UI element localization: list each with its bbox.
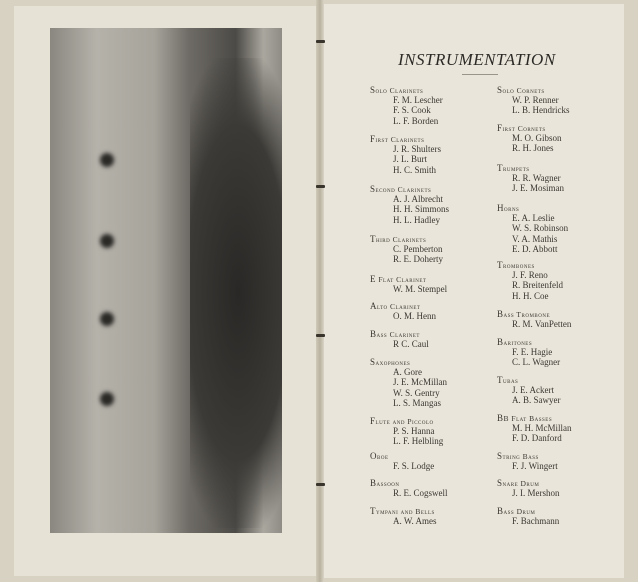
- section-heading: Oboe: [370, 451, 389, 461]
- section-heading: Trumpets: [497, 163, 530, 173]
- member-name: J. E. Ackert: [512, 385, 554, 395]
- member-name: H. H. Coe: [512, 290, 549, 301]
- section-heading: Tympani and Bells: [370, 506, 435, 516]
- member-name: H. H. Simmons: [393, 204, 450, 215]
- member-name: J. E. Mosiman: [512, 183, 565, 194]
- right-page: [320, 4, 624, 578]
- section-heading: Bassoon: [370, 478, 400, 488]
- member-name: A. B. Sawyer: [512, 395, 561, 406]
- ceiling-light: [100, 153, 114, 167]
- section-heading: Alto Clarinet: [370, 301, 421, 311]
- section-heading: Third Clarinets: [370, 234, 427, 244]
- member-name: J. R. Shulters: [393, 144, 442, 154]
- member-name: W. P. Renner: [512, 95, 559, 105]
- section-heading: Bass Clarinet: [370, 329, 420, 339]
- member-name: J. F. Reno: [512, 270, 548, 280]
- section-heading: First Clarinets: [370, 134, 425, 144]
- member-name: V. A. Mathis: [512, 233, 558, 244]
- member-name: R C. Caul: [393, 339, 429, 349]
- section-heading: Horns: [497, 203, 520, 213]
- section-heading: Saxophones: [370, 357, 411, 367]
- member-name: F. M. Lescher: [393, 95, 443, 105]
- member-name: J. I. Mershon: [512, 488, 560, 498]
- binding-stitch: [316, 334, 325, 337]
- member-name: F. Bachmann: [512, 516, 560, 526]
- member-name: W. S. Gentry: [393, 387, 440, 398]
- member-name: A. W. Ames: [393, 516, 437, 526]
- member-name: R. E. Cogswell: [393, 488, 448, 498]
- member-name: R. R. Wagner: [512, 173, 561, 183]
- binding-stitch: [316, 40, 325, 43]
- member-name: L. F. Helbling: [393, 436, 444, 447]
- member-name: F. D. Danford: [512, 433, 562, 444]
- band-members: [190, 58, 282, 528]
- member-name: M. H. McMillan: [512, 423, 572, 433]
- member-name: F. E. Hagie: [512, 347, 553, 357]
- member-name: F. S. Lodge: [393, 461, 435, 471]
- section-heading: Bass Drum: [497, 506, 536, 516]
- member-name: P. S. Hanna: [393, 426, 435, 436]
- member-name: W. M. Stempel: [393, 284, 448, 294]
- section-heading: Trombones: [497, 260, 535, 270]
- member-name: J. L. Burt: [393, 154, 428, 165]
- band-photograph: [50, 28, 282, 533]
- section-heading: Bass Trombone: [497, 309, 551, 319]
- member-name: C. Pemberton: [393, 244, 443, 254]
- member-name: L. B. Hendricks: [512, 105, 570, 116]
- member-name: R. E. Doherty: [393, 254, 443, 265]
- section-heading: BB Flat Basses: [497, 413, 553, 423]
- member-name: R. M. VanPetten: [512, 319, 572, 329]
- ceiling-light: [100, 234, 114, 248]
- binding-stitch: [316, 185, 325, 188]
- section-heading: E Flat Clarinet: [370, 274, 427, 284]
- member-name: L. F. Borden: [393, 115, 439, 126]
- member-name: J. E. McMillan: [393, 377, 447, 388]
- section-heading: Baritones: [497, 337, 533, 347]
- member-name: A. J. Albrecht: [393, 194, 443, 204]
- section-heading: Flute and Piccolo: [370, 416, 434, 426]
- member-name: E. D. Abbott: [512, 243, 558, 254]
- member-name: H. L. Hadley: [393, 214, 440, 225]
- member-name: L. S. Mangas: [393, 397, 441, 408]
- section-heading: Snare Drum: [497, 478, 540, 488]
- ceiling-light: [100, 312, 114, 326]
- section-heading: Second Clarinets: [370, 184, 432, 194]
- member-name: W. S. Robinson: [512, 223, 569, 234]
- section-heading: Solo Cornets: [497, 85, 545, 95]
- member-name: R. H. Jones: [512, 143, 554, 154]
- section-heading: Tubas: [497, 375, 519, 385]
- member-name: F. J. Wingert: [512, 461, 558, 471]
- section-heading: Solo Clarinets: [370, 85, 424, 95]
- member-name: M. O. Gibson: [512, 133, 562, 143]
- ceiling-light: [100, 392, 114, 406]
- member-name: F. S. Cook: [393, 105, 431, 116]
- member-name: A. Gore: [393, 367, 422, 377]
- member-name: E. A. Leslie: [512, 213, 555, 223]
- book-gutter: [316, 0, 324, 582]
- section-heading: String Bass: [497, 451, 539, 461]
- member-name: O. M. Henn: [393, 311, 436, 321]
- binding-stitch: [316, 483, 325, 486]
- member-name: R. Breitenfeld: [512, 280, 563, 291]
- section-heading: First Cornets: [497, 123, 546, 133]
- page-title: INSTRUMENTATION: [398, 50, 556, 69]
- member-name: H. C. Smith: [393, 164, 437, 175]
- title-divider: [462, 74, 498, 75]
- member-name: C. L. Wagner: [512, 357, 561, 368]
